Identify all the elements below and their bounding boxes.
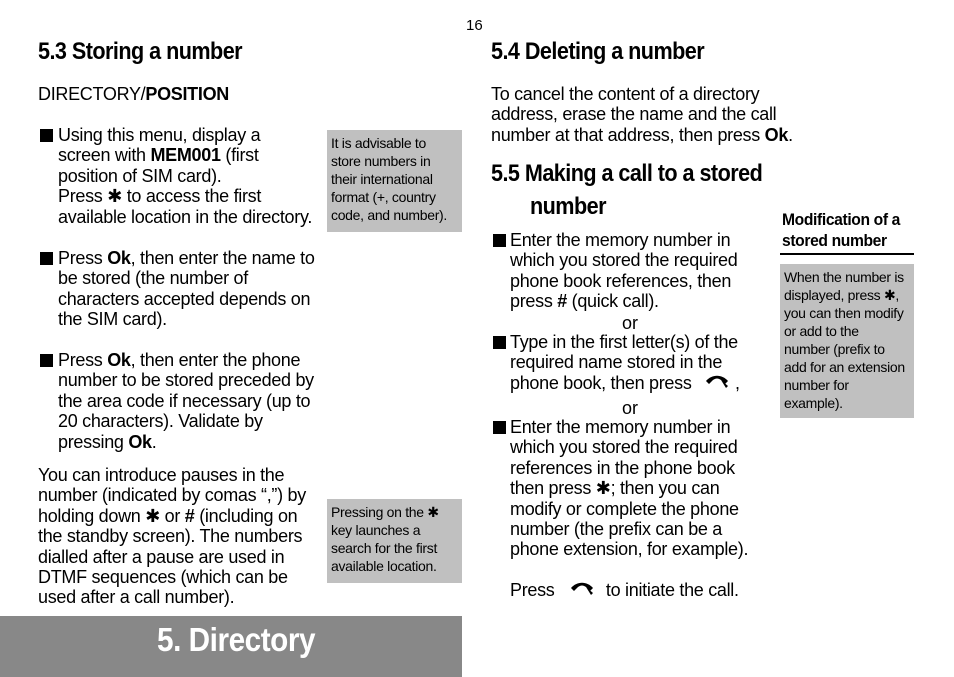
phone-handset-icon [569,580,595,602]
text-line: holding down ✱ or # (including on [38,505,298,526]
note-line: format (+, country [331,189,436,205]
text-line: position of SIM card). [58,165,222,186]
note-international-format [327,130,462,232]
text-line: To cancel the content of a directory [491,84,760,104]
text-line: which you stored the required [510,250,738,271]
star-key-icon: ✱ [107,186,123,207]
note-line: available location. [331,558,437,574]
hash-key-icon: # [557,291,567,312]
note-line: search for the first [331,540,438,556]
section-heading-storing: 5.3 Storing a number [38,38,243,65]
text-line: 20 characters). Validate by [58,411,263,432]
note-line: When the number is [784,269,904,285]
text-line: screen with MEM001 (first [58,145,259,166]
sidebar-heading: Modification of a stored number [782,210,900,250]
menu-path-position: POSITION [145,84,229,104]
list-item [58,125,312,227]
text-line: modify or complete the phone [510,498,739,519]
note-line: code, and number). [331,207,448,223]
star-key-icon: ✱ [883,287,896,303]
note-line: or add to the [784,323,859,339]
menu-path-prefix: DIRECTORY/ [38,84,146,104]
text-line: press # (quick call). [510,291,659,312]
note-line: example). [784,395,843,411]
text-line: available location in the directory. [58,206,313,227]
text-line: You can introduce pauses in the [38,465,285,485]
list-item [510,230,737,312]
list-item [58,350,314,452]
bullet-square [40,129,53,142]
section-heading-deleting: 5.4 Deleting a number [491,38,705,65]
note-line: Pressing on the ✱ [331,504,439,520]
text-line: Press ✱ to access the first [58,186,262,207]
or-separator: or [622,313,639,333]
text-line: Type in the first letter(s) of the [510,332,738,352]
text-line: the area code if necessary (up to [58,390,311,411]
bullet-square [493,234,506,247]
star-key-icon: ✱ [595,478,611,499]
menu-path [38,84,229,105]
text-line: used after a call number). [38,587,235,608]
text-line: Enter the memory number in [510,417,731,437]
text-line: Using this menu, display a [58,125,261,145]
text-line: phone extension, for example). [510,539,749,560]
bullet-square [40,354,53,367]
text-line: which you stored the required [510,437,738,458]
page-number: 16 [466,17,483,34]
text-line: the SIM card). [58,309,167,330]
note-line: It is advisable to [331,135,426,151]
text-line: number (indicated by comas “,”) by [38,485,306,506]
text-line: number at that address, then press Ok. [491,124,793,145]
hash-key-icon: # [184,505,195,526]
text-line: then press ✱; then you can [510,478,720,499]
text-line: characters accepted depends on [58,288,311,309]
note-line: number (prefix to [784,341,885,357]
text-line: DTMF sequences (which can be [38,567,288,588]
text-line: dialled after a pause are used in [38,546,285,567]
note-line: you can then modify [784,305,904,321]
bullet-square [493,336,506,349]
text-line: required name stored in the [510,352,723,373]
initiate-call-line: Press to initiate the call. [510,580,739,602]
text-line: be stored (the number of [58,268,248,289]
divider [780,253,914,255]
or-separator: or [622,398,639,418]
deleting-paragraph [491,84,793,145]
phone-handset-icon [704,373,730,395]
text-line: the standby screen). The numbers [38,526,303,547]
note-line: key launches a [331,522,421,538]
note-modify-number [780,264,914,418]
section-heading-calling: 5.5 Making a call to a stored [491,160,763,187]
note-line: number for [784,377,849,393]
list-item [58,248,315,330]
text-line: Press Ok, then enter the name to [58,248,315,268]
note-search-location [327,499,462,583]
bullet-square [493,421,506,434]
note-line: their international [331,171,433,187]
text-line: phone book references, then [510,270,732,291]
list-item [510,332,740,395]
note-line: displayed, press ✱, [784,287,899,303]
note-line: store numbers in [331,153,431,169]
pauses-paragraph [38,465,306,608]
chapter-title: 5. Directory [157,621,316,658]
text-line: Press Ok, then enter the phone [58,350,301,370]
note-line: add for an extension [784,359,905,375]
text-line: references in the phone book [510,457,735,478]
text-line: phone book, then press , [510,373,740,395]
star-key-icon: ✱ [427,504,439,520]
text-line: Enter the memory number in [510,230,731,250]
text-line: pressing Ok. [58,431,157,452]
bullet-square [40,252,53,265]
text-line: number (the prefix can be a [510,519,723,540]
list-item [510,417,748,560]
section-heading-calling-cont: number [530,193,606,220]
text-line: number to be stored preceded by [58,370,314,391]
text-line: address, erase the name and the call [491,104,777,125]
star-key-icon: ✱ [145,505,160,526]
